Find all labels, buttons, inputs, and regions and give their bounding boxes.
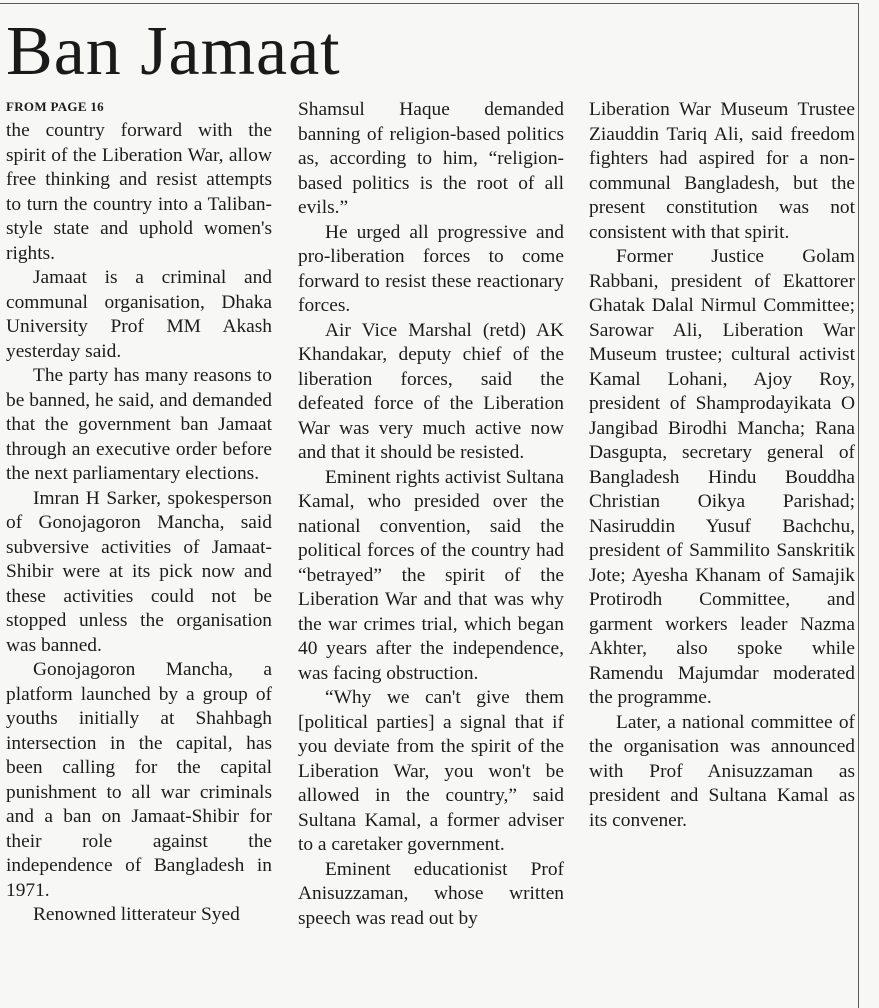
article-column-2 — [298, 98, 564, 931]
paragraph: The party has many reasons to be banned, he said, and demanded that the government ban Jamaat through an executive order before the next parliamentary elections. — [6, 365, 272, 484]
paragraph: Former Justice Golam Rabbani, president of Ekattorer Ghatak Dalal Nirmul Committee; Sarowar Ali, Liberation War Museum trustee; cultural activist Kamal Lohani, Ajoy Roy, president of Shamprodayikata O Jangibad Birodhi Mancha; Rana Dasgupta, secretary general of Bangladesh Hindu Bouddha Christian Oikya Parishad; Nasiruddin Yusuf Bachchu, president of Sammilito Sanskritik Jote; Ayesha Khanam of Samajik Protirodh Committee, and garment workers leader Nazma Akhter, also spoke while Ramendu Majumdar moderated the programme. — [589, 246, 855, 708]
paragraph: the country forward with the spirit of the Liberation War, allow free thinking and resist attempts to turn the country into a Taliban-style state and uphold women's rights. — [6, 120, 272, 264]
article-column-3 — [589, 98, 855, 833]
top-border-rule — [0, 3, 858, 4]
paragraph: “Why we can't give them [political parties] a signal that if you deviate from the spirit of the Liberation War, you won't be allowed in the country,” said Sultana Kamal, a former adviser to a caretaker government. — [298, 687, 564, 855]
headline: Ban Jamaat — [6, 13, 341, 90]
paragraph: Renowned litterateur Syed — [33, 904, 240, 925]
paragraph: Jamaat is a criminal and communal organisation, Dhaka University Prof MM Akash yesterday said. — [6, 267, 272, 362]
paragraph: Air Vice Marshal (retd) AK Khandakar, deputy chief of the liberation forces, said the defeated force of the Liberation War was very much active now and that it should be resisted. — [298, 319, 564, 463]
paragraph: Gonojagoron Mancha, a platform launched by a group of youths initially at Shahbagh intersection in the capital, has been calling for the capital punishment to all war criminals and a ban on Jamaat-Shibir for their role against the independence of Bangladesh in 1971. — [6, 659, 272, 901]
paragraph: Shamsul Haque demanded banning of religion-based politics as, according to him, “religion-based politics is the root of all evils.” — [298, 99, 564, 218]
paragraph: Later, a national committee of the organisation was announced with Prof Anisuzzaman as president and Sultana Kamal as its convener. — [589, 711, 855, 831]
paragraph: Imran H Sarker, spokesperson of Gonojagoron Mancha, said subversive activities of Jamaat-Shibir were at its pick now and these activities could not be stopped unless the organisation was banned. — [6, 487, 272, 656]
article-column-1 — [6, 119, 272, 928]
paragraph: Eminent rights activist Sultana Kamal, who presided over the national convention, said the political forces of the country had “betrayed” the spirit of the Liberation War and that was why the war crimes trial, which began 40 years after the independence, was facing obstruction. — [298, 466, 564, 684]
paragraph: He urged all progressive and pro-liberation forces to come forward to resist these reactionary forces. — [298, 221, 564, 316]
right-border-rule — [858, 3, 859, 1008]
paragraph: Liberation War Museum Trustee Ziauddin Tariq Ali, said freedom fighters had aspired for a non-communal Bangladesh, but the present constitution was not consistent with that spirit. — [589, 99, 855, 243]
paragraph: Eminent educationist Prof Anisuzzaman, whose written speech was read out by — [298, 858, 564, 929]
jump-line: FROM PAGE 16 — [6, 99, 104, 114]
